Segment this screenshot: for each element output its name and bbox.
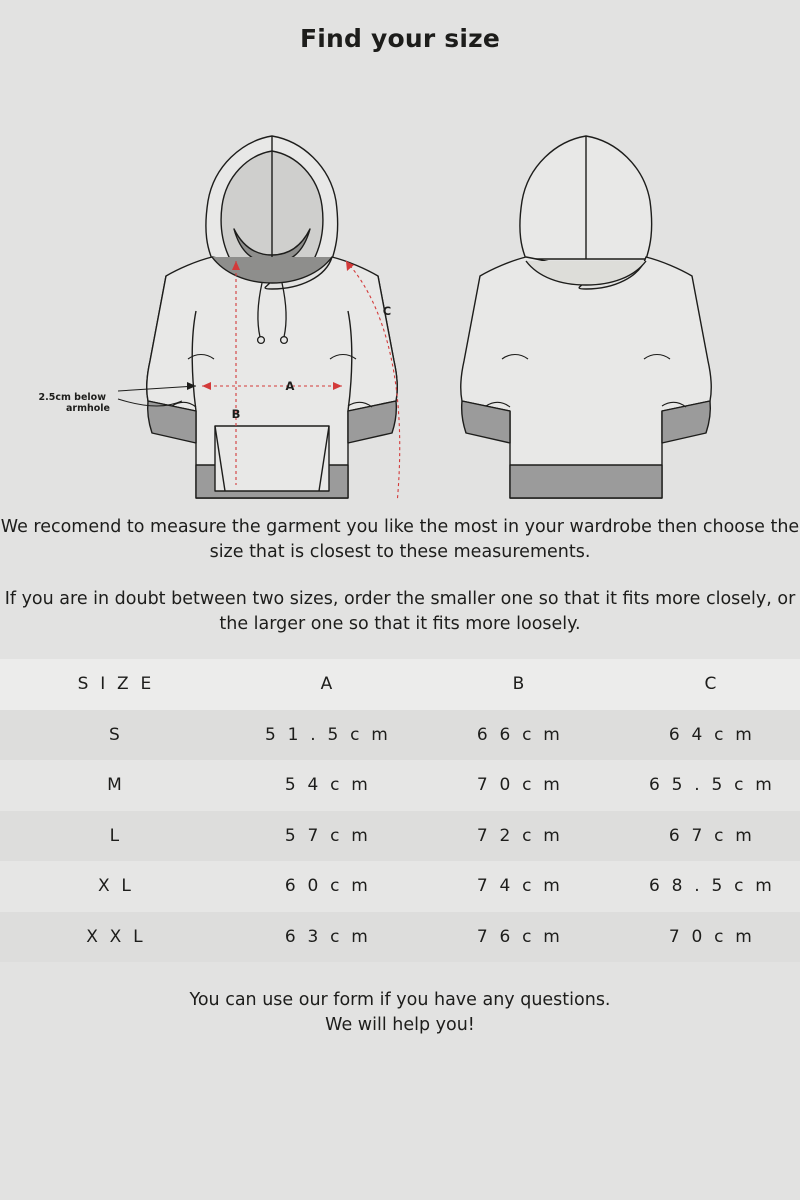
cell-b: 7 0 c m (476, 775, 564, 796)
table-row (0, 811, 800, 862)
table-header-row (0, 659, 800, 710)
intro-paragraph-2: If you are in doubt between two sizes, order the smaller one so that it fits more closely, or the larger one so that it fits more loosely. (4, 589, 796, 634)
header-b: B (512, 674, 528, 695)
callout-line-1: 2.5cm below (38, 392, 106, 403)
intro-paragraph-1: We recomend to measure the garment you like the most in your wardrobe then choose the size that is closest to these measurements. (0, 517, 800, 562)
callout-line-2: armhole (66, 403, 110, 414)
cell-a: 6 0 c m (284, 876, 372, 897)
size-table (0, 659, 800, 962)
cell-a: 5 4 c m (284, 775, 372, 796)
label-c: C (382, 304, 392, 318)
cell-size: L (109, 825, 123, 846)
cell-size: X L (97, 876, 135, 897)
header-a: A (320, 674, 336, 695)
cell-a: 6 3 c m (284, 926, 372, 947)
cell-c: 6 8 . 5 c m (649, 876, 775, 897)
header-size: S I Z E (77, 674, 155, 695)
footer-text (0, 988, 800, 1038)
cell-size: S (109, 724, 123, 745)
cell-size: X X L (86, 926, 146, 947)
cell-c: 6 5 . 5 c m (649, 775, 775, 796)
cell-a: 5 7 c m (284, 825, 372, 846)
cell-c: 7 0 c m (668, 926, 756, 947)
front-hoodie-illustration (147, 136, 398, 498)
table-row (0, 912, 800, 963)
size-table-head (0, 659, 800, 710)
size-table-wrapper (0, 659, 800, 962)
cell-c: 6 7 c m (668, 825, 756, 846)
cell-c: 6 4 c m (668, 724, 756, 745)
back-hoodie-illustration (461, 136, 712, 498)
table-row (0, 710, 800, 761)
label-b: B (231, 407, 241, 421)
cell-b: 7 2 c m (476, 825, 564, 846)
label-a: A (285, 379, 295, 393)
intro-text (0, 515, 800, 637)
footer-line-1: You can use our form if you have any questions. (189, 990, 611, 1010)
footer-line-2: We will help you! (325, 1015, 475, 1035)
cell-size: M (107, 775, 125, 796)
cell-b: 6 6 c m (476, 724, 564, 745)
garment-diagram (0, 61, 800, 501)
size-table-body (0, 710, 800, 963)
table-row (0, 861, 800, 912)
cell-b: 7 4 c m (476, 876, 564, 897)
cell-a: 5 1 . 5 c m (265, 724, 391, 745)
table-row (0, 760, 800, 811)
header-c: C (704, 674, 720, 695)
page-title: Find your size (299, 24, 501, 53)
cell-b: 7 6 c m (476, 926, 564, 947)
